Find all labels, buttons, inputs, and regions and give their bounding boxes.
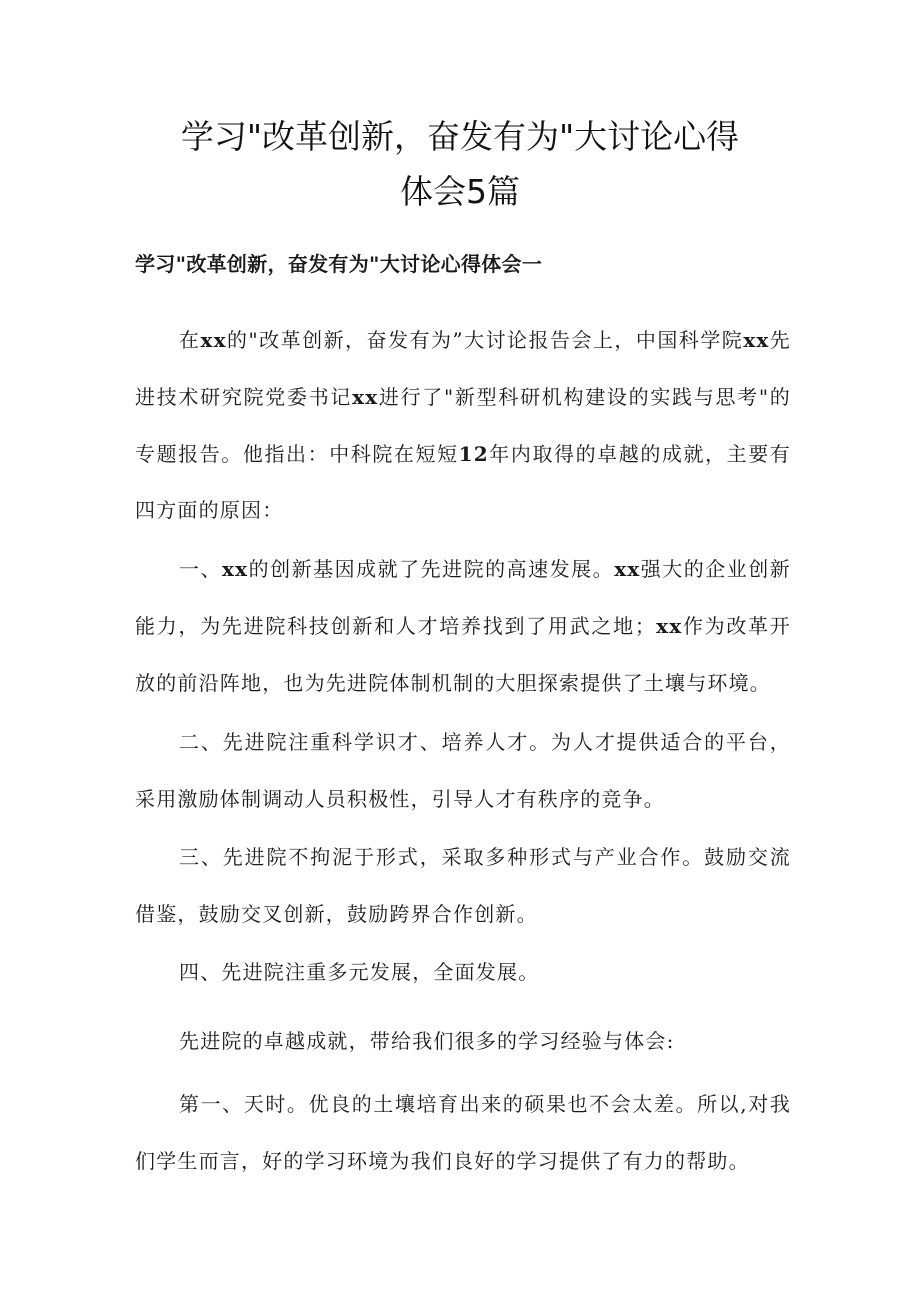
paragraph-5: 四、先进院注重多元发展，全面发展。 xyxy=(179,960,540,984)
paragraph-4: 三、先进院不拘泥于形式，采取多种形式与产业合作。鼓励交流借鉴，鼓励交叉创新，鼓励跨界合作创新。 xyxy=(135,845,791,926)
paragraph-1: 在xx的"改革创新，奋发有为”大讨论报告会上，中国科学院xx先进技术研究院党委书记xx进行了"新型科研机构建设的实践与思考"的专题报告。他指出：中科院在短短12年内取得的卓越的成就，主要有四方面的原因： xyxy=(135,328,792,523)
paragraph-7: 第一、天时。优良的土壤培育出来的硕果也不会太差。所以,对我们学生而言，好的学习环境为我们良好的学习提供了有力的帮助。 xyxy=(135,1092,791,1173)
paragraph-2: 一、xx的创新基因成就了先进院的高速发展。xx强大的企业创新能力，为先进院科技创新和人才培养找到了用武之地；xx作为改革开放的前沿阵地，也为先进院体制机制的大胆探索提供了土壤与环境。 xyxy=(135,557,791,695)
paragraph-6: 先进院的卓越成就，带给我们很多的学习经验与体会: xyxy=(179,1029,675,1053)
section-heading: 学习"改革创新，奋发有为"大讨论心得体会一 xyxy=(135,252,543,276)
paragraph-3: 二、先进院注重科学识才、培养人才。为人才提供适合的平台，采用激励体制调动人员积极性，引导人才有秩序的竞争。 xyxy=(135,730,791,811)
document-title-line-2: 体会5篇 xyxy=(400,172,520,211)
document-title-line-1: 学习"改革创新，奋发有为"大讨论心得 xyxy=(180,117,740,156)
